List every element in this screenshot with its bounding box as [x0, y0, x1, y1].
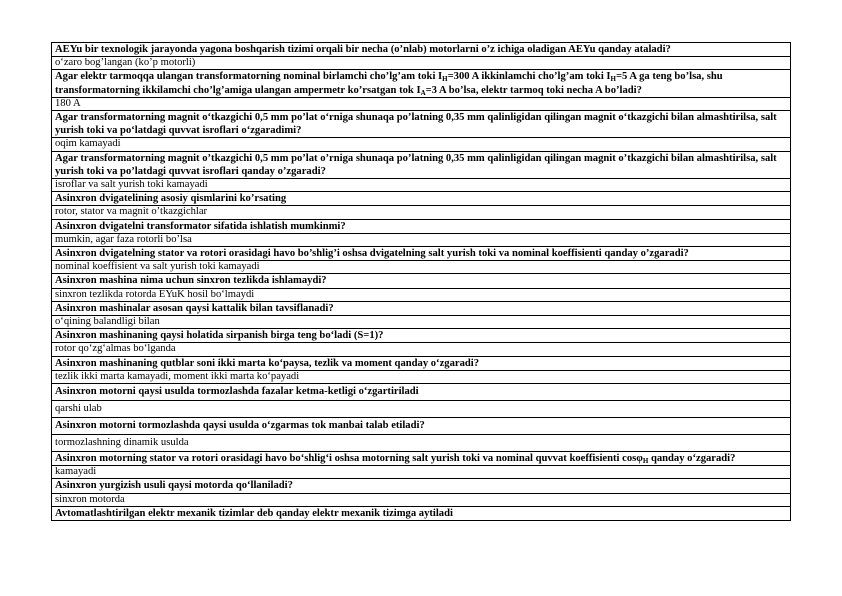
question-row [52, 192, 791, 206]
answer-text: rotor qo‘zg‘almas bo‘lganda [52, 343, 791, 356]
question-text: Asinxron mashinaning qaysi holatida sirpanish birga teng bo‘ladi (S=1)? [52, 329, 791, 343]
answer-row [52, 466, 791, 479]
answer-row [52, 343, 791, 356]
question-row [52, 479, 791, 493]
subscript: H [642, 457, 649, 466]
question-text: Asinxron motorni tormozlashda qaysi usulda o‘zgarmas tok manbai talab etiladi? [52, 418, 791, 435]
text-part: =300 A ikkinlamchi cho’lg’am toki I [447, 71, 611, 83]
answer-text: o‘qining balandligi bilan [52, 316, 791, 329]
question-text: Agar transformatorning magnit o’tkazgichi 0,5 mm po’lat o’rniga shunaqa po’latning 0,35 mm qalinligidan qilingan magnit o’tkazgichi bilan almashtirilsa, salt yurish toki va po’latdagi quvvat isroflari qanday o’zgaradi? [52, 151, 791, 178]
question-text [52, 452, 791, 466]
answer-text: tezlik ikki marta kamayadi, moment ikki marta ko‘payadi [52, 370, 791, 383]
question-row [52, 111, 791, 138]
question-row [52, 43, 791, 57]
answer-row [52, 138, 791, 151]
answer-row [52, 261, 791, 274]
question-text: Asinxron dvigatelning stator va rotori orasidagi havo bo’shlig’i oshsa dvigatelning salt yurish toki va nominal koeffisienti qanday o’zgaradi? [52, 247, 791, 261]
question-text: Asinxron mashinaning qutblar soni ikki marta ko‘paysa, tezlik va moment qanday o‘zgaradi? [52, 356, 791, 370]
answer-text: 180 A [52, 97, 791, 110]
question-row [52, 418, 791, 435]
question-text: Asinxron yurgizish usuli qaysi motorda qo‘llaniladi? [52, 479, 791, 493]
question-text: AEYu bir texnologik jarayonda yagona boshqarish tizimi orqali bir necha (o’nlab) motorlarni o’z ichiga oladigan AEYu qanday ataladi? [52, 43, 791, 57]
text-part: Agar elektr tarmoqqa ulangan transformatorning nominal birlamchi cho’lg’am toki I [55, 71, 443, 83]
subscript: A [420, 88, 426, 97]
answer-row [52, 57, 791, 70]
question-row [52, 452, 791, 466]
answer-text: rotor, stator va magnit o’tkazgichlar [52, 206, 791, 219]
text-part: qanday o‘zgaradi? [648, 453, 736, 465]
question-text: Agar transformatorning magnit o‘tkazgichi 0,5 mm po’lat o‘rniga shunaqa po’latning 0,35 mm qalinligidan qilingan magnit o‘tkazgichi bilan almashtirilsa, salt yurish toki va po‘latdagi quvvat isroflari o‘zgaradimi? [52, 111, 791, 138]
question-row [52, 329, 791, 343]
answer-row [52, 233, 791, 246]
question-text [52, 70, 791, 97]
answer-row [52, 206, 791, 219]
qa-table [51, 42, 791, 521]
question-text: Asinxron mashinalar asosan qaysi kattalik bilan tavsiflanadi? [52, 301, 791, 315]
answer-text: sinxron motorda [52, 493, 791, 506]
answer-row [52, 97, 791, 110]
question-row [52, 247, 791, 261]
answer-text: sinxron tezlikda rotorda EYuK hosil bo‘lmaydi [52, 288, 791, 301]
answer-text: oqim kamayadi [52, 138, 791, 151]
question-row [52, 506, 791, 520]
question-row [52, 151, 791, 178]
answer-text: o‘zaro bog’langan (ko’p motorli) [52, 57, 791, 70]
text-part: =5 A ga teng bo’lsa, shu transformatorning ikkilamchi cho’lg’amiga ulangan ampermetr ko’rsatgan tok I [55, 71, 723, 96]
answer-row [52, 288, 791, 301]
text-part: =3 A bo’lsa, elektr tarmoq toki necha A bo’ladi? [425, 84, 642, 96]
question-text: Asinxron mashina nima uchun sinxron tezlikda ishlamaydi? [52, 274, 791, 288]
answer-row [52, 401, 791, 418]
answer-row [52, 370, 791, 383]
text-part: Asinxron motorning stator va rotori orasidagi havo bo‘shlig‘i oshsa motorning salt yurish toki va nominal quvvat koeffisienti cosφ [55, 453, 643, 465]
answer-row [52, 179, 791, 192]
answer-text: tormozlashning dinamik usulda [52, 435, 791, 452]
question-text: Asinxron motorni qaysi usulda tormozlashda fazalar ketma-ketligi o‘zgartiriladi [52, 384, 791, 401]
question-row [52, 356, 791, 370]
answer-text: qarshi ulab [52, 401, 791, 418]
answer-row [52, 435, 791, 452]
question-row [52, 301, 791, 315]
question-text: Asinxron dvigatelining asosiy qismlarini ko’rsating [52, 192, 791, 206]
question-row [52, 274, 791, 288]
question-row [52, 70, 791, 97]
question-row [52, 384, 791, 401]
answer-row [52, 316, 791, 329]
question-row [52, 219, 791, 233]
answer-row [52, 493, 791, 506]
answer-text: nominal koeffisient va salt yurish toki kamayadi [52, 261, 791, 274]
subscript: H [442, 75, 448, 84]
question-text: Avtomatlashtirilgan elektr mexanik tizimlar deb qanday elektr mexanik tizimga aytiladi [52, 506, 791, 520]
answer-text: kamayadi [52, 466, 791, 479]
subscript: H [610, 75, 616, 84]
answer-text: isroflar va salt yurish toki kamayadi [52, 179, 791, 192]
answer-text: mumkin, agar faza rotorli bo’lsa [52, 233, 791, 246]
question-text: Asinxron dvigatelni transformator sifatida ishlatish mumkinmi? [52, 219, 791, 233]
